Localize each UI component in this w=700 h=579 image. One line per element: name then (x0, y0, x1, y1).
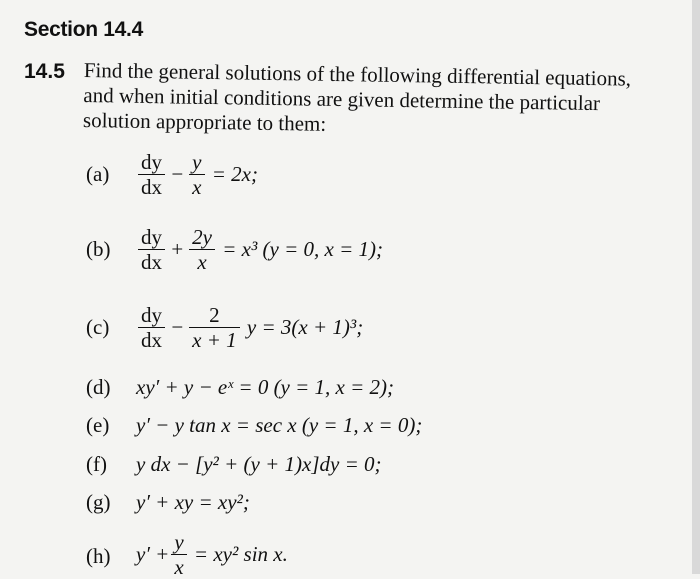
equation: y′ + xy = xy²; (136, 490, 250, 514)
fraction: $\frac{2}{x + 1}$ (189, 303, 240, 352)
fraction: $\frac{y}{x}$ (189, 150, 204, 199)
item-label: (b) (86, 237, 111, 261)
equation-rest: y = 3(x + 1)³; (246, 315, 364, 339)
fraction: $\frac{dy}{dx}$ (138, 303, 165, 352)
operator: − (170, 315, 185, 339)
item-label: (g) (86, 490, 111, 514)
page-edge (692, 0, 700, 574)
fraction: $\frac{dy}{dx}$ (138, 150, 165, 199)
equation (136, 150, 258, 199)
item-label: (f) (86, 452, 107, 476)
item-label: (h) (86, 544, 111, 568)
operator: − (170, 162, 185, 186)
problem-number: 14.5 (24, 60, 65, 83)
operator: + (170, 237, 185, 261)
equation (136, 530, 288, 579)
problem-statement (83, 58, 684, 142)
problem-line: Find the general solutions of the following differential equations, (83, 58, 632, 91)
fraction: $\frac{dy}{dx}$ (138, 225, 165, 274)
fraction: $\frac{2y}{x}$ (189, 225, 215, 274)
equation (136, 225, 383, 274)
problem-line: and when initial conditions are given determine the particular (83, 82, 601, 116)
item-label: (c) (86, 315, 110, 339)
item-label: (a) (86, 162, 110, 186)
equation: y′ − y tan x = sec x (y = 1, x = 0); (136, 413, 423, 437)
equation: xy′ + y − eˣ = 0 (y = 1, x = 2); (136, 375, 395, 399)
section-title: Section 14.4 (24, 18, 143, 41)
item-label: (e) (86, 413, 110, 437)
equation-rest: = xy² sin x. (193, 542, 288, 566)
equation-lead: y′ + (136, 542, 170, 566)
item-label: (d) (86, 375, 111, 399)
equation-rest: = 2x; (211, 162, 258, 186)
fraction: $\frac{y}{x}$ (171, 530, 186, 579)
equation-rest: = x³ (y = 0, x = 1); (222, 237, 384, 261)
equation (136, 303, 363, 352)
equation: y dx − [y² + (y + 1)x]dy = 0; (136, 452, 382, 476)
problem-line: solution appropriate to them: (82, 107, 327, 136)
